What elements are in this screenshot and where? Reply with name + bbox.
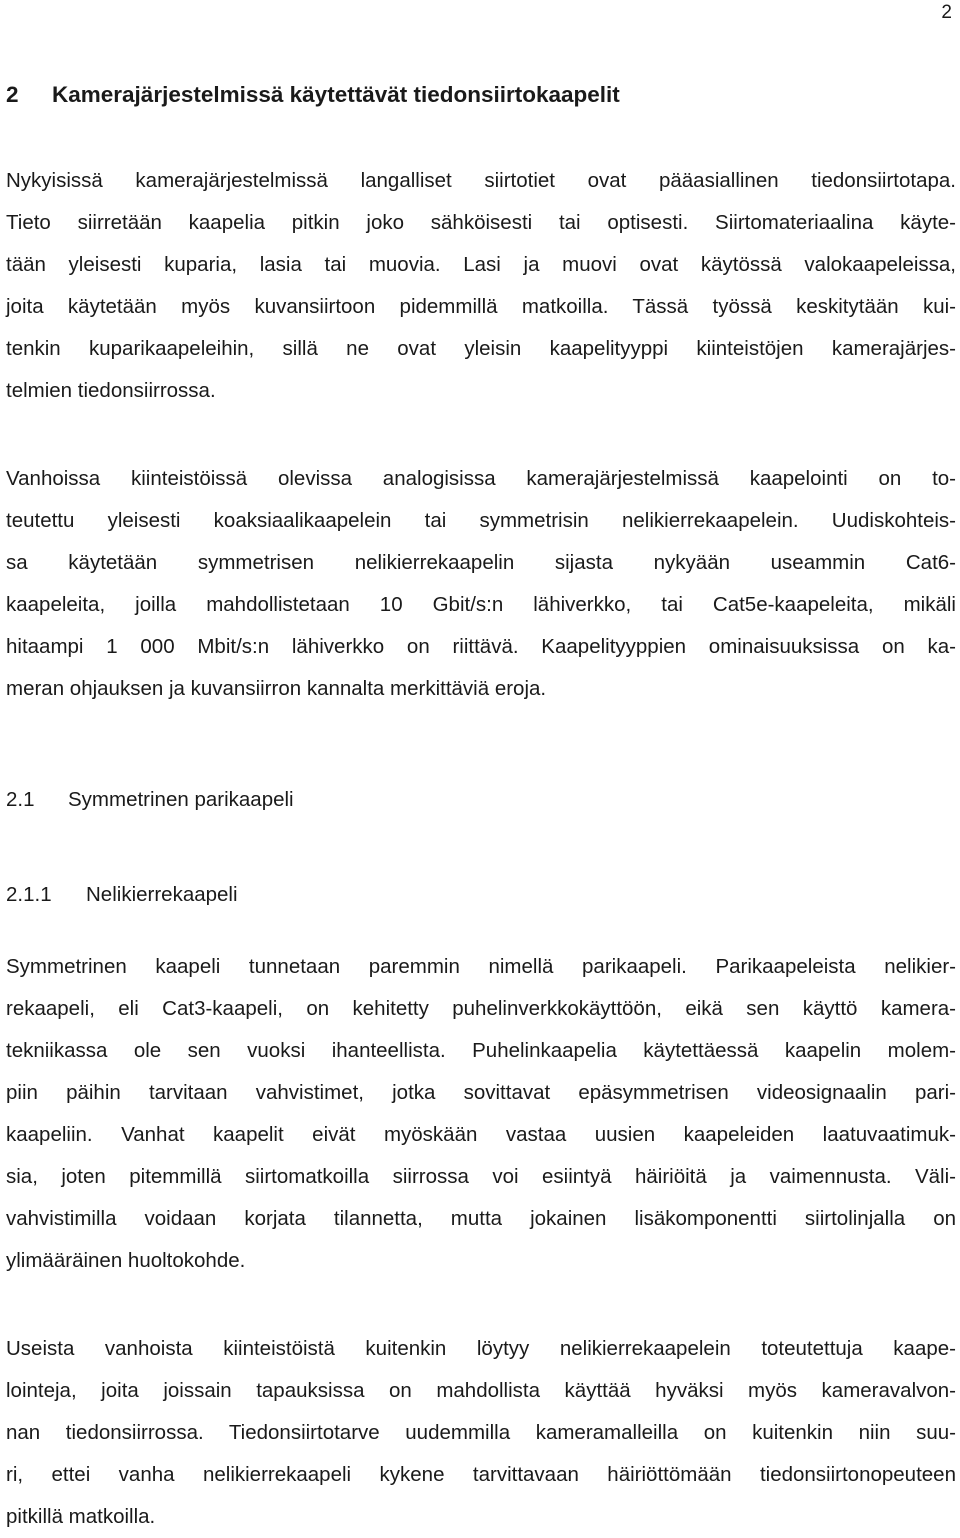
text-line: tekniikassa ole sen vuoksi ihanteellista. Puhelinkaapelia käytettäessä kaapelin molem- [6,1039,956,1062]
paragraph-analog-systems [6,458,956,710]
text-line: hitaampi 1 000 Mbit/s:n lähiverkko on riittävä. Kaapelityyppien ominaisuuksissa on ka- [6,635,956,658]
section-heading-title: Symmetrinen parikaapeli [68,788,294,811]
page-number: 2 [941,2,952,23]
paragraph-twisted-pair [6,946,956,1282]
text-line: joita käytetään myös kuvansiirtoon pidemmillä matkoilla. Tässä työssä keskitytään kui- [6,295,956,318]
chapter-heading-title: Kamerajärjestelmissä käytettävät tiedonsiirtokaapelit [52,82,620,107]
text-line: Symmetrinen kaapeli tunnetaan paremmin nimellä parikaapeli. Parikaapeleista nelikier- [6,955,956,978]
subsection-heading [6,880,946,910]
text-line: Nykyisissä kamerajärjestelmissä langalliset siirtotiet ovat pääasiallinen tiedonsiirtotapa. [6,169,956,192]
text-line: meran ohjauksen ja kuvansiirron kannalta merkittäviä eroja. [6,677,547,700]
paragraph-old-buildings [6,1328,956,1538]
subsection-heading-title: Nelikierrekaapeli [86,883,238,906]
section-heading [6,785,946,815]
text-line: Useista vanhoista kiinteistöistä kuitenkin löytyy nelikierrekaapelein toteutettuja kaape- [6,1337,956,1360]
text-line: lointeja, joita joissain tapauksissa on mahdollista käyttää hyväksi myös kameravalvon- [6,1379,956,1402]
text-line: Vanhoissa kiinteistöissä olevissa analogisissa kamerajärjestelmissä kaapelointi on to- [6,467,956,490]
text-line: rekaapeli, eli Cat3-kaapeli, on kehitetty puhelinverkkokäyttöön, eikä sen käyttö kamera- [6,997,956,1020]
text-line: vahvistimilla voidaan korjata tilannetta, mutta jokainen lisäkomponentti siirtolinjalla on [6,1207,956,1230]
text-line: tenkin kuparikaapeleihin, sillä ne ovat yleisin kaapelityyppi kiinteistöjen kamerajärjes- [6,337,956,360]
text-line: sa käytetään symmetrisen nelikierrekaapelin sijasta nykyään useammin Cat6- [6,551,956,574]
text-line: ylimääräinen huoltokohde. [6,1249,246,1272]
text-line: kaapeliin. Vanhat kaapelit eivät myöskään vastaa uusien kaapeleiden laatuvaatimuk- [6,1123,956,1146]
text-line: nan tiedonsiirrossa. Tiedonsiirtotarve uudemmilla kameramalleilla on kuitenkin niin suu- [6,1421,956,1444]
chapter-heading-number: 2 [6,82,19,107]
text-line: kaapeleita, joilla mahdollistetaan 10 Gbit/s:n lähiverkko, tai Cat5e-kaapeleita, mikäli [6,593,956,616]
text-line: ri, ettei vanha nelikierrekaapeli kykene tarvittavaan häiriöttömään tiedonsiirtonopeuteen [6,1463,956,1486]
text-line: tään yleisesti kuparia, lasia tai muovia. Lasi ja muovi ovat käytössä valokaapeleissa, [6,253,956,276]
chapter-heading [6,80,946,110]
text-line: teutettu yleisesti koaksiaalikaapelein tai symmetrisin nelikierrekaapelein. Uudiskohteis- [6,509,956,532]
paragraph-intro [6,160,956,412]
text-line: pitkillä matkoilla. [6,1505,156,1528]
text-line: telmien tiedonsiirrossa. [6,379,216,402]
text-line: Tieto siirretään kaapelia pitkin joko sähköisesti tai optisesti. Siirtomateriaalina käyte- [6,211,956,234]
text-line: piin päihin tarvitaan vahvistimet, jotka sovittavat epäsymmetrisen videosignaalin pari- [6,1081,956,1104]
section-heading-number: 2.1 [6,788,35,811]
text-line: sia, joten pitemmillä siirtomatkoilla siirrossa voi esiintyä häiriöitä ja vaimennusta. Väli- [6,1165,956,1188]
subsection-heading-number: 2.1.1 [6,883,52,906]
